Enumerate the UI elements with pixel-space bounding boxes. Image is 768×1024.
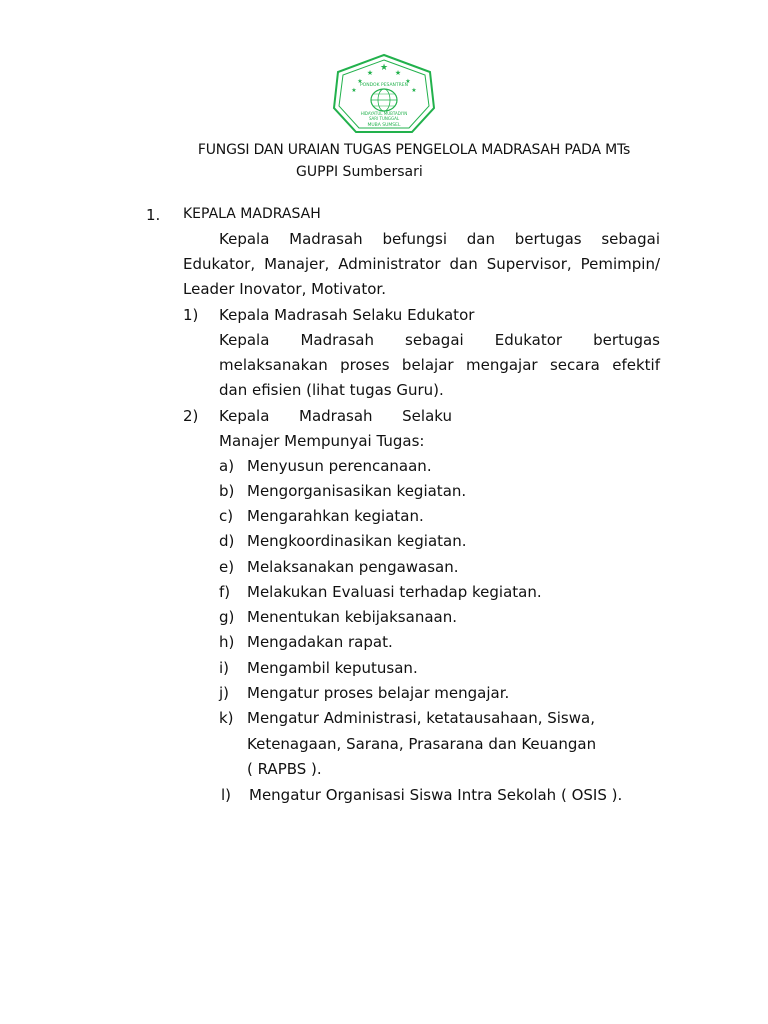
list-item-letter: e) <box>219 558 235 576</box>
list-item-letter: a) <box>219 457 235 475</box>
list-item-letter: d) <box>219 532 235 550</box>
svg-text:★: ★ <box>405 78 411 85</box>
section-number: 1. <box>146 206 161 224</box>
list-item-text: Mengadakan rapat. <box>247 633 393 651</box>
list-item-letter: b) <box>219 482 235 500</box>
subsection-2-number: 2) <box>183 407 199 425</box>
list-item-text: Melakukan Evaluasi terhadap kegiatan. <box>247 583 542 601</box>
list-item-text: Mengatur proses belajar mengajar. <box>247 684 510 702</box>
subsection-1-heading: Kepala Madrasah Selaku Edukator <box>219 306 475 324</box>
section-heading: KEPALA MADRASAH <box>183 206 321 222</box>
list-item-letter: l) <box>221 786 232 804</box>
subsection-1-line-1: Kepala Madrasah sebagai Edukator bertugas <box>219 331 660 349</box>
svg-text:★: ★ <box>366 69 374 77</box>
list-item-text: Mengatur Administrasi, ketatausahaan, Siswa, <box>247 709 595 727</box>
svg-text:★: ★ <box>357 78 363 85</box>
logo-bottom-text: MUBA SUMSEL <box>367 123 401 128</box>
subsection-1-line-3: dan efisien (lihat tugas Guru). <box>219 381 444 399</box>
list-item-text: Mengarahkan kegiatan. <box>247 507 424 525</box>
list-item-text: Mengorganisasikan kegiatan. <box>247 482 467 500</box>
list-item-letter: k) <box>219 709 234 727</box>
list-item-text: Menentukan kebijaksanaan. <box>247 608 457 626</box>
list-item-letter: c) <box>219 507 234 525</box>
list-item-text-continued: Ketenagaan, Sarana, Prasarana dan Keuangan <box>247 735 597 753</box>
logo-sub-text: SARI TUNGGAL <box>368 116 400 121</box>
document-subtitle: GUPPI Sumbersari <box>296 164 423 180</box>
list-item-letter: f) <box>219 583 231 601</box>
intro-line-1: Kepala Madrasah befungsi dan bertugas sebagai <box>219 230 660 248</box>
subsection-1-line-2: melaksanakan proses belajar mengajar secara efektif <box>219 356 660 374</box>
list-item-text: Mengkoordinasikan kegiatan. <box>247 532 467 550</box>
subsection-2-heading: Kepala Madrasah Selaku <box>219 407 452 425</box>
logo-top-text: PONDOK PESANTREN <box>359 83 409 88</box>
list-item-text: Melaksanakan pengawasan. <box>247 558 459 576</box>
intro-line-3: Leader Inovator, Motivator. <box>183 280 386 298</box>
svg-text:★: ★ <box>351 87 357 94</box>
subsection-2-line-2: Manajer Mempunyai Tugas: <box>219 432 425 450</box>
list-item-text: Mengatur Organisasi Siswa Intra Sekolah ( OSIS ). <box>249 786 623 804</box>
list-item-text: Menyusun perencanaan. <box>247 457 432 475</box>
subsection-1-number: 1) <box>183 306 199 324</box>
svg-text:★: ★ <box>411 87 417 94</box>
list-item-letter: g) <box>219 608 235 626</box>
list-item-letter: j) <box>219 684 230 702</box>
list-item-letter: h) <box>219 633 235 651</box>
list-item-text: Mengambil keputusan. <box>247 659 418 677</box>
intro-line-2: Edukator, Manajer, Administrator dan Supervisor, Pemimpin/ <box>183 255 660 273</box>
document-title: FUNGSI DAN URAIAN TUGAS PENGELOLA MADRASAH PADA MTs <box>197 142 631 158</box>
logo-mid-text: HIDAYATUL MUBTADI'IN <box>360 111 408 116</box>
madrasah-logo <box>330 52 438 136</box>
svg-text:★: ★ <box>379 63 389 73</box>
list-item-letter: i) <box>219 659 230 677</box>
svg-text:★: ★ <box>394 69 402 77</box>
list-item-text-continued: ( RAPBS ). <box>247 760 322 778</box>
